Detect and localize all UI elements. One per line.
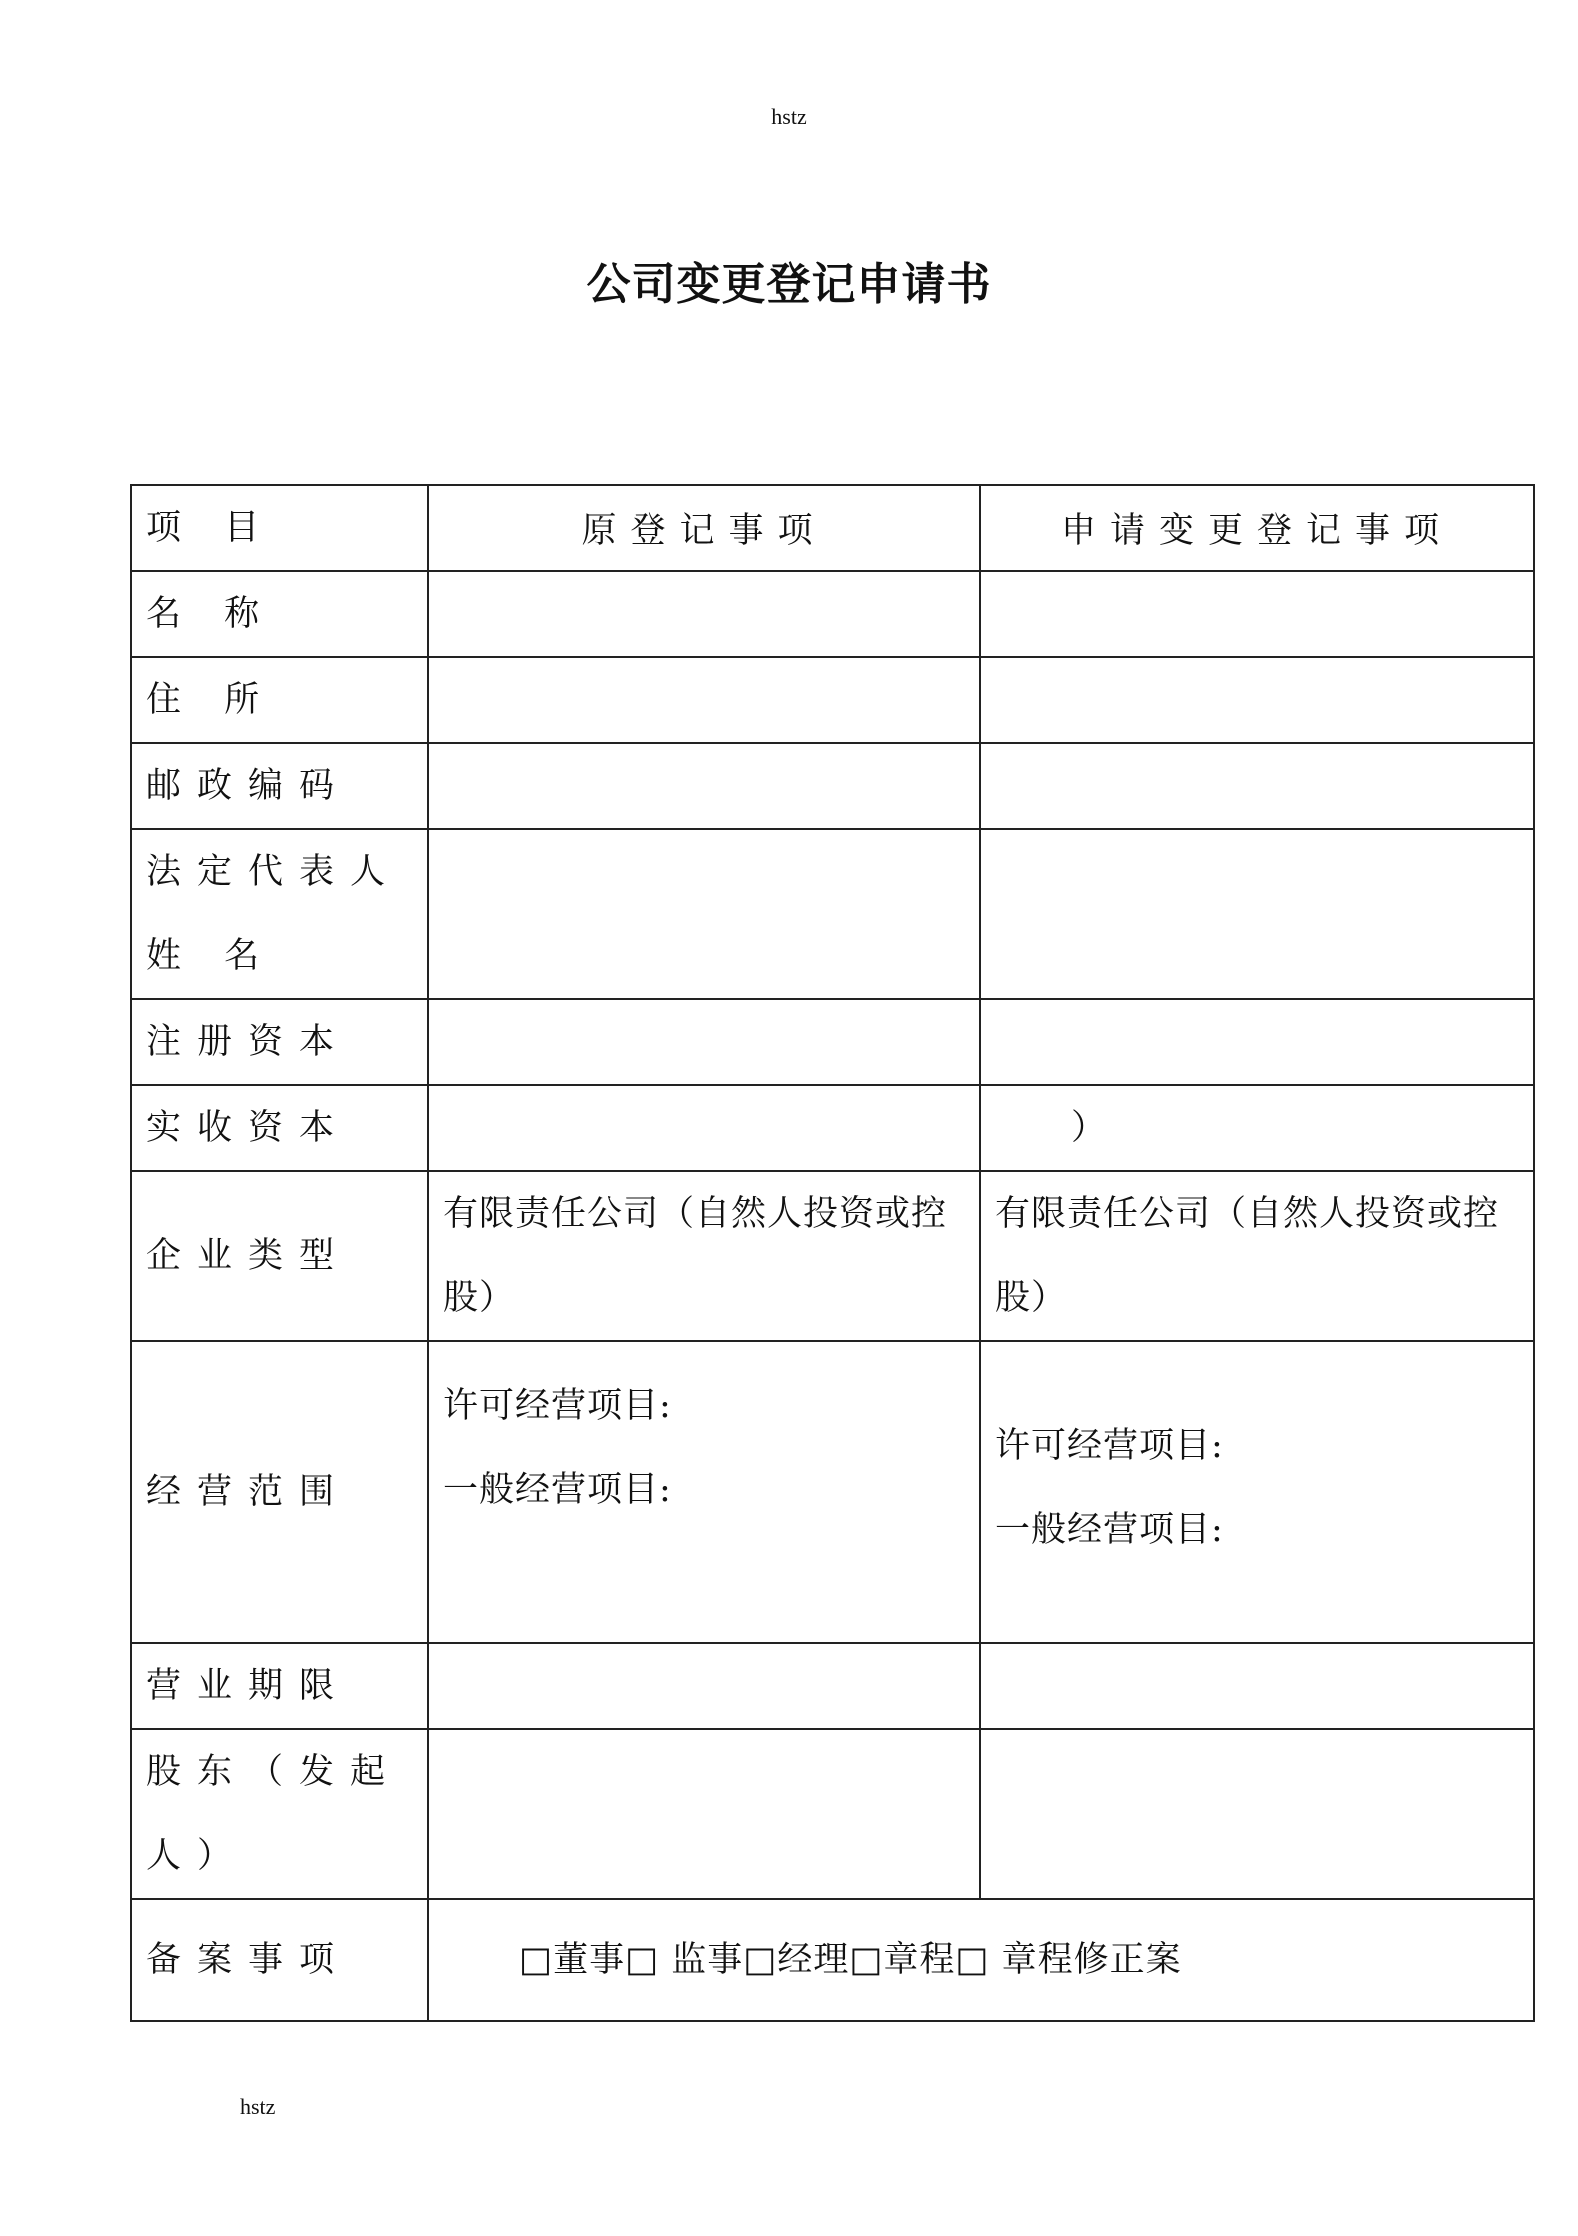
table-row-name	[131, 571, 1534, 657]
original-scope-field[interactable]	[428, 1341, 980, 1643]
original-scope-licensed-label: 许可经营项目:	[443, 1386, 672, 1426]
shareholders-label-line2: 人）	[146, 1836, 249, 1876]
header-original-cell: 原登记事项	[428, 485, 980, 571]
changed-name-field[interactable]	[980, 571, 1534, 657]
row-label-reg-capital: 注册资本	[131, 999, 428, 1085]
original-scope-general-label: 一般经营项目:	[443, 1470, 672, 1510]
row-label-paid-capital: 实收资本	[131, 1085, 428, 1171]
table-row-address	[131, 657, 1534, 743]
original-company-type-field[interactable]	[428, 1171, 980, 1341]
changed-company-type-line1: 有限责任公司（自然人投资或控	[995, 1194, 1500, 1234]
row-label-shareholders	[131, 1729, 428, 1899]
table-row-record	[131, 1899, 1534, 2021]
changed-company-type-field[interactable]	[980, 1171, 1534, 1341]
row-label-address: 住 所	[131, 657, 428, 743]
original-legal-rep-field[interactable]	[428, 829, 980, 999]
row-label-term: 营业期限	[131, 1643, 428, 1729]
original-address-field[interactable]	[428, 657, 980, 743]
changed-reg-capital-field[interactable]	[980, 999, 1534, 1085]
original-company-type-line2: 股）	[443, 1278, 516, 1318]
legal-rep-label-line2: 姓 名	[146, 936, 276, 976]
original-reg-capital-field[interactable]	[428, 999, 980, 1085]
changed-paid-capital-field[interactable]: ）	[980, 1085, 1534, 1171]
row-label-record: 备案事项	[131, 1899, 428, 2021]
changed-address-field[interactable]	[980, 657, 1534, 743]
original-name-field[interactable]	[428, 571, 980, 657]
row-label-postcode: 邮政编码	[131, 743, 428, 829]
row-label-scope: 经营范围	[131, 1341, 428, 1643]
original-postcode-field[interactable]	[428, 743, 980, 829]
row-label-company-type: 企业类型	[131, 1171, 428, 1341]
record-checkbox-options[interactable]: □董事□ 监事□经理□章程□ 章程修正案	[428, 1899, 1534, 2021]
page-header-mark: hstz	[771, 104, 807, 129]
table-row-scope	[131, 1341, 1534, 1643]
original-shareholders-field[interactable]	[428, 1729, 980, 1899]
table-row-postcode	[131, 743, 1534, 829]
row-label-legal-rep	[131, 829, 428, 999]
changed-company-type-line2: 股）	[995, 1278, 1068, 1318]
document-title: 公司变更登记申请书	[586, 259, 992, 310]
legal-rep-label-line1: 法定代表人	[146, 852, 402, 892]
change-registration-form	[130, 484, 1535, 2022]
changed-shareholders-field[interactable]	[980, 1729, 1534, 1899]
table-row-legal-rep	[131, 829, 1534, 999]
changed-scope-licensed-label: 许可经营项目:	[995, 1426, 1224, 1466]
page-footer-mark: hstz	[240, 2094, 276, 2119]
header-item-cell: 项 目	[131, 485, 428, 571]
table-row-term	[131, 1643, 1534, 1729]
changed-scope-general-label: 一般经营项目:	[995, 1510, 1224, 1550]
table-row-company-type	[131, 1171, 1534, 1341]
changed-postcode-field[interactable]	[980, 743, 1534, 829]
original-company-type-line1: 有限责任公司（自然人投资或控	[443, 1194, 948, 1234]
changed-legal-rep-field[interactable]	[980, 829, 1534, 999]
original-term-field[interactable]	[428, 1643, 980, 1729]
original-paid-capital-field[interactable]	[428, 1085, 980, 1171]
changed-term-field[interactable]	[980, 1643, 1534, 1729]
table-row-reg-capital	[131, 999, 1534, 1085]
changed-scope-field[interactable]	[980, 1341, 1534, 1643]
header-changed-cell: 申请变更登记事项	[980, 485, 1534, 571]
row-label-name: 名 称	[131, 571, 428, 657]
table-row-paid-capital	[131, 1085, 1534, 1171]
table-row-shareholders	[131, 1729, 1534, 1899]
table-header-row	[131, 485, 1534, 571]
shareholders-label-line1: 股东（发起	[146, 1752, 402, 1792]
